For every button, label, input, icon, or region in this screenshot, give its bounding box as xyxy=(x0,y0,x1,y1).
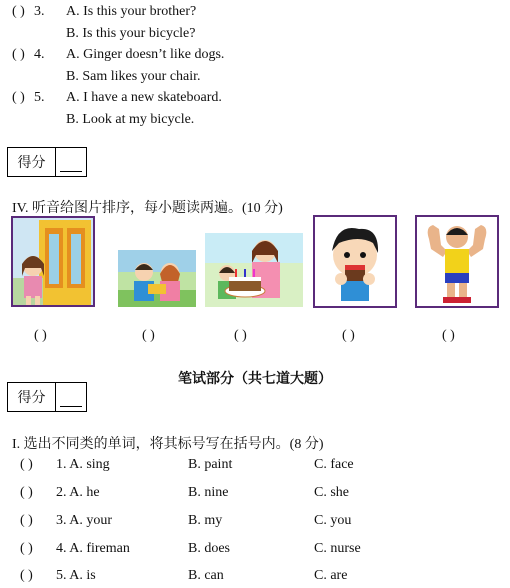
option-b: B. does xyxy=(188,541,230,556)
option-a: 2. A. he xyxy=(56,485,100,500)
picture-answer-paren-1[interactable]: ( ) xyxy=(34,328,47,343)
section-iv-title: IV. 听音给图片排序，每小题读两遍。(10 分) xyxy=(12,201,283,216)
two-children-picture xyxy=(118,250,196,307)
option-c: C. you xyxy=(314,513,352,528)
score-blank[interactable] xyxy=(60,171,82,172)
question-number: 3. xyxy=(34,4,45,19)
option-b: B. paint xyxy=(188,457,233,472)
option-a: 1. A. sing xyxy=(56,457,110,472)
word-question-5 xyxy=(0,568,510,588)
word-question-2 xyxy=(0,485,510,505)
answer-paren[interactable]: ( ) xyxy=(12,47,25,62)
question-5 xyxy=(12,90,492,110)
question-number: 4. xyxy=(34,47,45,62)
mother-birthday-cake-picture xyxy=(205,233,303,307)
answer-paren[interactable]: ( ) xyxy=(20,457,33,472)
option-b: B. can xyxy=(188,568,224,583)
answer-paren[interactable]: ( ) xyxy=(12,4,25,19)
option-c: C. nurse xyxy=(314,541,361,556)
boy-eating-chocolate-picture xyxy=(313,215,397,308)
question-4-option-b: B. Sam likes your chair. xyxy=(66,69,201,84)
answer-paren[interactable]: ( ) xyxy=(20,513,33,528)
option-a: 5. A. is xyxy=(56,568,96,583)
option-c: C. are xyxy=(314,568,348,583)
question-number: 5. xyxy=(34,90,45,105)
score-box xyxy=(7,147,87,177)
answer-paren[interactable]: ( ) xyxy=(12,90,25,105)
option-a: A. I have a new skateboard. xyxy=(66,90,222,105)
answer-paren[interactable]: ( ) xyxy=(20,485,33,500)
question-5-option-b: B. Look at my bicycle. xyxy=(66,112,195,127)
option-a: A. Is this your brother? xyxy=(66,4,197,19)
option-a: 4. A. fireman xyxy=(56,541,130,556)
picture-answer-paren-3[interactable]: ( ) xyxy=(234,328,247,343)
word-question-3 xyxy=(0,513,510,533)
word-question-1 xyxy=(0,457,510,477)
written-part-title: 笔试部分（共七道大题） xyxy=(178,372,332,387)
section-i-title: I. 选出不同类的单词，将其标号写在括号内。(8 分) xyxy=(12,437,324,452)
option-b: B. nine xyxy=(188,485,229,500)
girl-at-building-picture xyxy=(11,216,95,307)
score-label: 得分 xyxy=(8,383,56,411)
question-4 xyxy=(12,47,492,67)
score-label: 得分 xyxy=(8,148,56,176)
word-question-4 xyxy=(0,541,510,561)
picture-answer-paren-2[interactable]: ( ) xyxy=(142,328,155,343)
answer-paren[interactable]: ( ) xyxy=(20,541,33,556)
option-a: A. Ginger doesn’t like dogs. xyxy=(66,47,225,62)
option-c: C. she xyxy=(314,485,349,500)
picture-answer-paren-4[interactable]: ( ) xyxy=(342,328,355,343)
option-c: C. face xyxy=(314,457,354,472)
answer-paren[interactable]: ( ) xyxy=(20,568,33,583)
score-blank[interactable] xyxy=(60,406,82,407)
score-box xyxy=(7,382,87,412)
option-a: 3. A. your xyxy=(56,513,112,528)
picture-answer-paren-5[interactable]: ( ) xyxy=(442,328,455,343)
strong-man-picture xyxy=(415,215,499,308)
option-b: B. my xyxy=(188,513,223,528)
question-3 xyxy=(12,4,492,24)
question-3-option-b: B. Is this your bicycle? xyxy=(66,26,196,41)
